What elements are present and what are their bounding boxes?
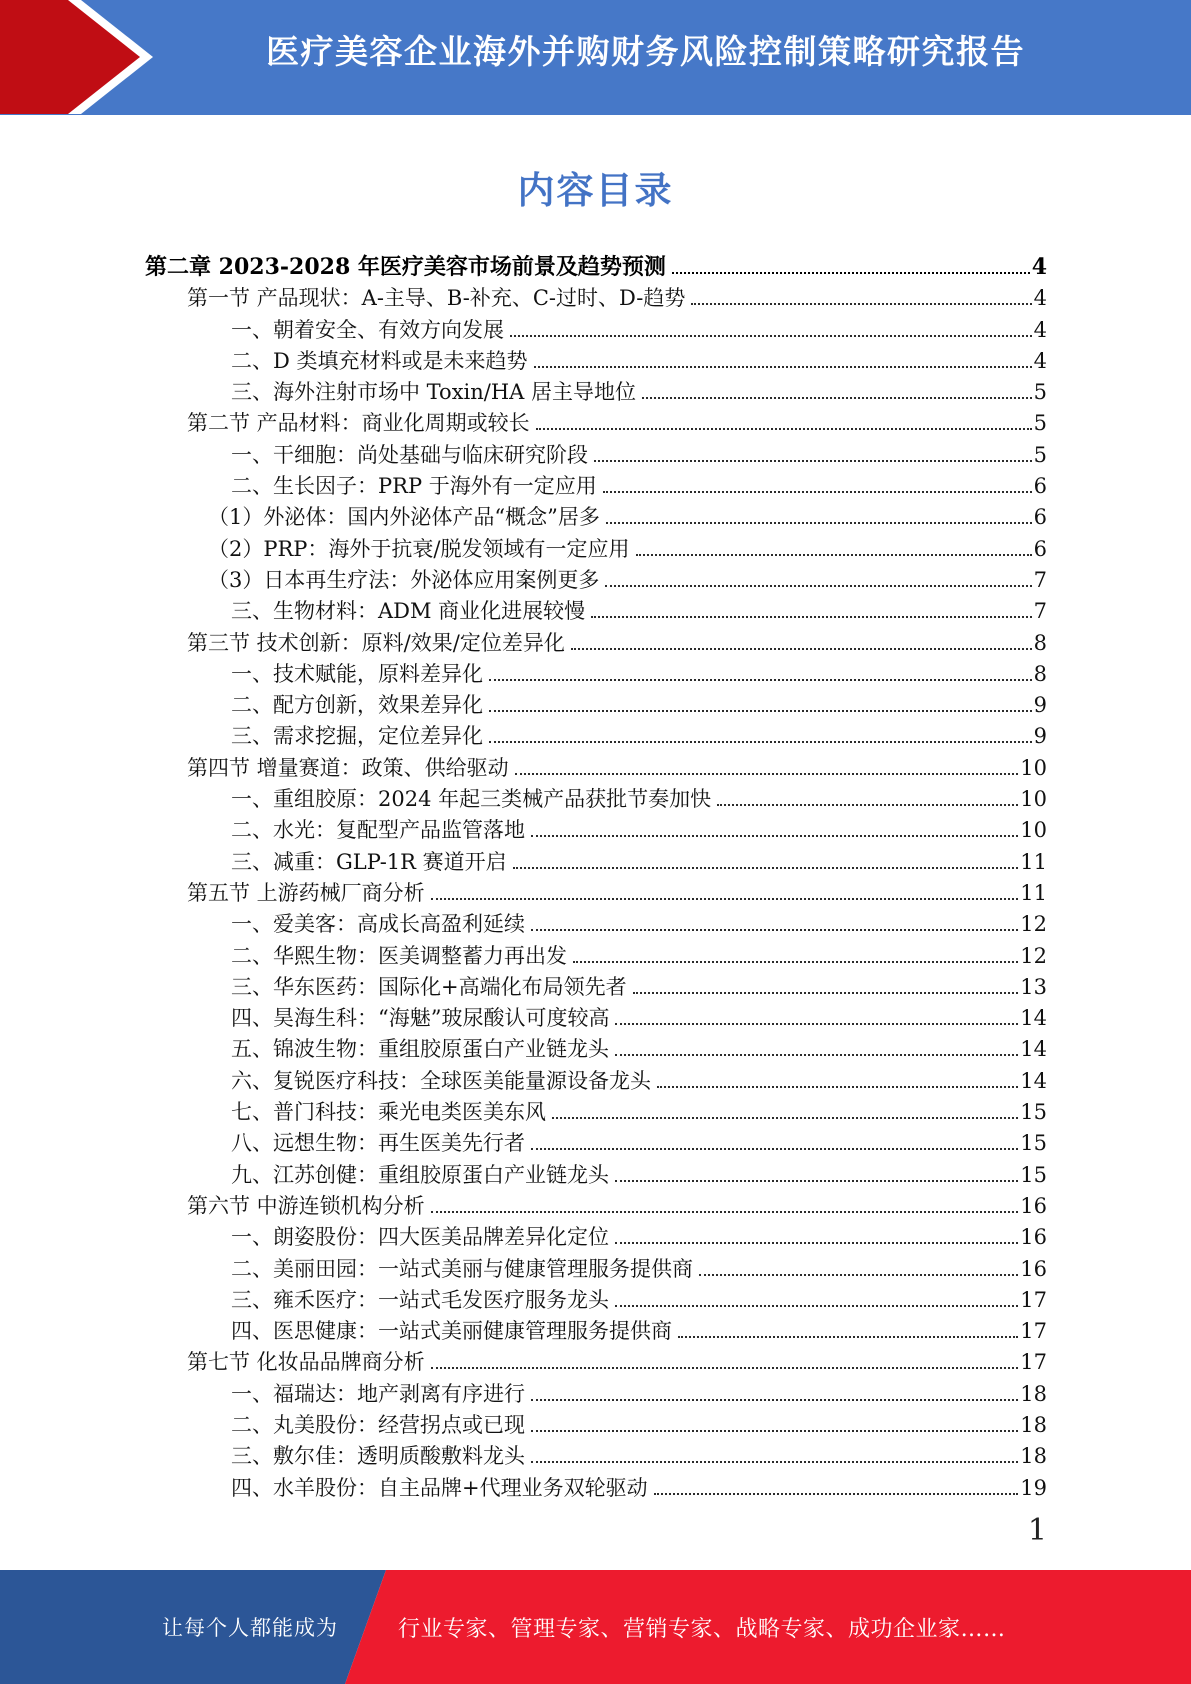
toc-entry-page: 15: [1020, 1100, 1047, 1125]
toc-entry[interactable]: [145, 878, 1047, 909]
header-banner: [0, 0, 1191, 115]
toc-entry-text: 三、华东医药：国际化+高端化布局领先者: [231, 974, 627, 999]
toc-entry[interactable]: [145, 941, 1047, 972]
dot-leader: [531, 835, 1018, 837]
toc-entry[interactable]: [145, 1128, 1047, 1159]
dot-leader: [672, 272, 1030, 274]
toc-entry-page: 5: [1033, 411, 1047, 436]
toc-entry-page: 5: [1033, 442, 1047, 467]
dot-leader: [633, 992, 1019, 994]
toc-entry-text: 二、美丽田园：一站式美丽与健康管理服务提供商: [231, 1256, 693, 1281]
toc-entry[interactable]: [145, 1222, 1047, 1253]
toc-entry[interactable]: [145, 784, 1047, 815]
toc-entry[interactable]: [145, 659, 1047, 690]
toc-entry-page: 13: [1020, 974, 1047, 999]
toc-entry-text: 三、生物材料：ADM 商业化进展较慢: [231, 599, 586, 624]
toc-entry[interactable]: [145, 565, 1047, 596]
toc-entry-page: 18: [1020, 1444, 1047, 1469]
footer-banner: [0, 1570, 1191, 1684]
toc-entry-page: 18: [1020, 1381, 1047, 1406]
dot-leader: [615, 1305, 1018, 1307]
toc-entry-text: 二、D 类填充材料或是未来趋势: [231, 348, 528, 373]
toc-entry-page: 7: [1033, 567, 1047, 592]
toc-entry-page: 6: [1033, 536, 1047, 561]
toc-entry[interactable]: [145, 628, 1047, 659]
toc-entry-text: 四、昊海生科：“海魅”玻尿酸认可度较高: [231, 1006, 610, 1031]
toc-entry-page: 14: [1020, 1037, 1047, 1062]
dot-leader: [605, 585, 1031, 587]
toc-entry-text: 一、朝着安全、有效方向发展: [231, 317, 504, 342]
toc-entry[interactable]: [145, 1316, 1047, 1347]
toc-entry[interactable]: [145, 1473, 1047, 1504]
dot-leader: [636, 554, 1032, 556]
dot-leader: [431, 898, 1019, 900]
toc-entry-text: 三、敷尔佳：透明质酸敷料龙头: [231, 1444, 525, 1469]
dot-leader: [552, 1117, 1018, 1119]
toc-entry-text: 第三节 技术创新：原料/效果/定位差异化: [187, 630, 565, 655]
toc-entry-text: （2）PRP：海外于抗衰/脱发领域有一定应用: [208, 536, 630, 561]
dot-leader: [489, 710, 1032, 712]
toc-entry[interactable]: [145, 753, 1047, 784]
toc-entry-text: 四、医思健康：一站式美丽健康管理服务提供商: [231, 1319, 672, 1344]
toc-entry-text: 九、江苏创健：重组胶原蛋白产业链龙头: [231, 1162, 609, 1187]
toc-entry-page: 11: [1020, 880, 1047, 905]
toc-entry-page: 6: [1033, 505, 1047, 530]
dot-leader: [615, 1180, 1018, 1182]
dot-leader: [513, 867, 1019, 869]
dot-leader: [531, 1430, 1018, 1432]
toc-entry-page: 8: [1033, 630, 1047, 655]
toc-entry[interactable]: [145, 909, 1047, 940]
toc-entry-text: 七、普门科技：乘光电类医美东风: [231, 1100, 546, 1125]
toc-entry[interactable]: [145, 1285, 1047, 1316]
dot-leader: [431, 1367, 1019, 1369]
toc-entry-page: 14: [1020, 1068, 1047, 1093]
dot-leader: [531, 1148, 1018, 1150]
page-number: 1: [1027, 1513, 1047, 1548]
toc-entry-text: 四、水羊股份：自主品牌+代理业务双轮驱动: [231, 1475, 648, 1500]
toc-entry[interactable]: [145, 1097, 1047, 1128]
toc-entry-page: 4: [1033, 317, 1047, 342]
dot-leader: [615, 1242, 1018, 1244]
toc-entry[interactable]: [145, 972, 1047, 1003]
toc-entry-text: 二、水光：复配型产品监管落地: [231, 818, 525, 843]
dot-leader: [642, 397, 1032, 399]
dot-leader: [678, 1336, 1018, 1338]
dot-leader: [531, 1399, 1018, 1401]
toc-entry[interactable]: [145, 1347, 1047, 1378]
toc-entry-page: 4: [1031, 254, 1047, 280]
dot-leader: [489, 741, 1032, 743]
toc-entry[interactable]: [145, 252, 1047, 283]
dot-leader: [431, 1211, 1019, 1213]
footer-slogan-right: 行业专家、管理专家、营销专家、战略专家、成功企业家……: [398, 1616, 1006, 1642]
toc-entry-text: 一、福瑞达：地产剥离有序进行: [231, 1381, 525, 1406]
toc-entry-text: 第二章 2023-2028 年医疗美容市场前景及趋势预测: [145, 254, 666, 280]
toc-entry-page: 15: [1020, 1162, 1047, 1187]
toc-entry[interactable]: [145, 1160, 1047, 1191]
toc-entry-text: 一、重组胶原：2024 年起三类械产品获批节奏加快: [231, 787, 712, 812]
dot-leader: [594, 460, 1032, 462]
dot-leader: [489, 679, 1032, 681]
toc-entry-page: 10: [1020, 787, 1047, 812]
toc-entry-text: 二、生长因子：PRP 于海外有一定应用: [231, 474, 597, 499]
toc-entry-text: 八、远想生物：再生医美先行者: [231, 1131, 525, 1156]
footer-slogan-left: 让每个人都能成为: [162, 1616, 338, 1640]
toc-entry[interactable]: [145, 1379, 1047, 1410]
toc-entry-page: 9: [1033, 724, 1047, 749]
toc-entry-page: 10: [1020, 818, 1047, 843]
toc-title: 内容目录: [517, 168, 674, 212]
toc-entry-text: 三、海外注射市场中 Toxin/HA 居主导地位: [231, 380, 637, 405]
dot-leader: [691, 303, 1031, 305]
toc-entry[interactable]: [145, 1410, 1047, 1441]
toc-entry-text: 第二节 产品材料：商业化周期或较长: [187, 411, 530, 436]
toc-entry[interactable]: [145, 1191, 1047, 1222]
dot-leader: [654, 1493, 1019, 1495]
toc-list: [145, 252, 1047, 1504]
toc-entry-text: 第六节 中游连锁机构分析: [187, 1193, 425, 1218]
dot-leader: [615, 1054, 1018, 1056]
toc-entry-page: 12: [1020, 912, 1047, 937]
toc-entry-page: 17: [1020, 1350, 1047, 1375]
dot-leader: [591, 616, 1031, 618]
toc-entry-page: 4: [1033, 348, 1047, 373]
toc-entry[interactable]: [145, 502, 1047, 533]
dot-leader: [615, 1023, 1018, 1025]
toc-entry-page: 6: [1033, 474, 1047, 499]
toc-entry-page: 7: [1033, 599, 1047, 624]
dot-leader: [515, 773, 1019, 775]
toc-entry-text: 二、丸美股份：经营拐点或已现: [231, 1412, 525, 1437]
dot-leader: [510, 335, 1032, 337]
dot-leader: [571, 648, 1032, 650]
toc-entry-text: （1）外泌体：国内外泌体产品“概念”居多: [208, 505, 600, 530]
toc-entry[interactable]: [145, 1254, 1047, 1285]
toc-entry-page: 16: [1020, 1225, 1047, 1250]
report-title: 医疗美容企业海外并购财务风险控制策略研究报告: [266, 32, 1025, 70]
toc-entry[interactable]: [145, 847, 1047, 878]
toc-entry[interactable]: [145, 471, 1047, 502]
toc-entry[interactable]: [145, 408, 1047, 439]
dot-leader: [531, 929, 1018, 931]
dot-leader: [603, 491, 1032, 493]
toc-entry-text: 一、技术赋能，原料差异化: [231, 661, 483, 686]
toc-entry[interactable]: [145, 1066, 1047, 1097]
toc-entry[interactable]: [145, 283, 1047, 314]
toc-entry-text: （3）日本再生疗法：外泌体应用案例更多: [208, 567, 600, 592]
toc-entry-page: 16: [1020, 1193, 1047, 1218]
toc-entry[interactable]: [145, 690, 1047, 721]
dot-leader: [717, 804, 1018, 806]
toc-entry-text: 六、复锐医疗科技：全球医美能量源设备龙头: [231, 1068, 651, 1093]
dot-leader: [536, 428, 1032, 430]
toc-entry-page: 17: [1020, 1319, 1047, 1344]
toc-entry-page: 19: [1020, 1475, 1047, 1500]
toc-entry-page: 4: [1033, 286, 1047, 311]
toc-entry-text: 一、爱美客：高成长高盈利延续: [231, 912, 525, 937]
toc-entry[interactable]: [145, 815, 1047, 846]
toc-entry-page: 17: [1020, 1287, 1047, 1312]
toc-entry[interactable]: [145, 534, 1047, 565]
toc-entry-page: 18: [1020, 1412, 1047, 1437]
toc-entry-page: 8: [1033, 661, 1047, 686]
dot-leader: [534, 366, 1032, 368]
toc-entry[interactable]: [145, 1034, 1047, 1065]
toc-entry-text: 第五节 上游药械厂商分析: [187, 880, 425, 905]
toc-entry-page: 14: [1020, 1006, 1047, 1031]
toc-entry-text: 第四节 增量赛道：政策、供给驱动: [187, 755, 509, 780]
toc-entry[interactable]: [145, 346, 1047, 377]
toc-entry-text: 一、朗姿股份：四大医美品牌差异化定位: [231, 1225, 609, 1250]
toc-entry-page: 11: [1020, 849, 1047, 874]
toc-entry-text: 二、华熙生物：医美调整蓄力再出发: [231, 943, 567, 968]
dot-leader: [573, 961, 1018, 963]
toc-entry-text: 一、干细胞：尚处基础与临床研究阶段: [231, 442, 588, 467]
toc-entry[interactable]: [145, 1003, 1047, 1034]
toc-entry[interactable]: [145, 596, 1047, 627]
dot-leader: [699, 1274, 1018, 1276]
toc-entry-text: 五、锦波生物：重组胶原蛋白产业链龙头: [231, 1037, 609, 1062]
toc-entry[interactable]: [145, 1441, 1047, 1472]
toc-entry[interactable]: [145, 440, 1047, 471]
toc-entry-text: 第一节 产品现状：A-主导、B-补充、C-过时、D-趋势: [187, 286, 686, 311]
dot-leader: [606, 522, 1032, 524]
toc-entry-page: 5: [1033, 380, 1047, 405]
toc-entry-page: 16: [1020, 1256, 1047, 1281]
toc-entry-text: 二、配方创新，效果差异化: [231, 693, 483, 718]
toc-entry[interactable]: [145, 377, 1047, 408]
toc-entry[interactable]: [145, 721, 1047, 752]
red-chevron-right-icon: [0, 0, 160, 115]
toc-entry-page: 9: [1033, 693, 1047, 718]
toc-entry-page: 15: [1020, 1131, 1047, 1156]
toc-entry-text: 三、雍禾医疗：一站式毛发医疗服务龙头: [231, 1287, 609, 1312]
toc-entry-page: 12: [1020, 943, 1047, 968]
dot-leader: [531, 1461, 1018, 1463]
toc-entry-page: 10: [1020, 755, 1047, 780]
dot-leader: [657, 1086, 1018, 1088]
toc-entry-text: 三、需求挖掘，定位差异化: [231, 724, 483, 749]
toc-entry[interactable]: [145, 315, 1047, 346]
toc-entry-text: 三、减重：GLP-1R 赛道开启: [231, 849, 507, 874]
toc-entry-text: 第七节 化妆品品牌商分析: [187, 1350, 425, 1375]
